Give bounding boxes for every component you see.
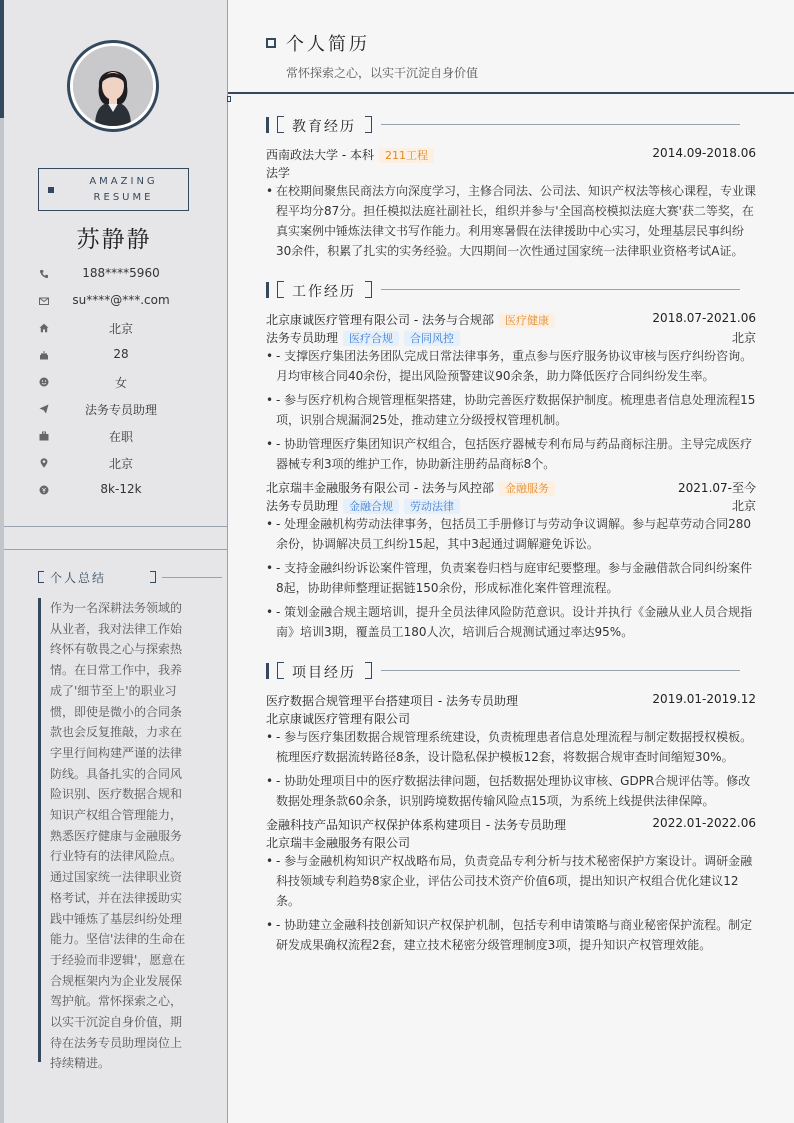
gender-value: 女 [114,376,127,390]
email-value: su****@***.com [72,293,170,307]
square-bullet-icon [48,187,54,193]
project-company: 北京康诚医疗管理有限公司 [266,712,411,726]
job-city: 北京 [731,331,756,345]
resume-box-line2: RESUME [93,192,154,203]
avatar-photo [73,46,153,126]
education-heading [266,116,756,134]
education-date: 2014.09-2018.06 [652,146,756,160]
home-value: 北京 [108,322,133,336]
info-age [38,346,190,366]
skill-tag: 医疗合规 [343,331,399,346]
project-bullet: • - 参与金融机构知识产权战略布局，负责竞品专利分析与技术秘密保护方案设计。调研金融科技领域专利趋势8家企业，评估公司技术资产价值6项，提出知识产权组合优化建议12条。 [266,854,753,908]
page-motto: 常怀探索之心，以实干沉淀自身价值 [286,66,479,80]
job-bullet: • - 参与医疗机构合规管理框架搭建，协助完善医疗数据保护制度。梳理患者信息处理流程15项，识别合规漏洞25处，推动建立分级授权管理机制。 [266,393,756,427]
avatar [67,40,159,132]
job-city: 北京 [731,499,756,513]
project-name: 金融科技产品知识产权保护体系构建项目 - 法务专员助理 [266,818,566,832]
job-header [266,311,756,329]
salary-icon [38,485,49,496]
major-row [266,164,756,182]
info-gender [38,373,190,393]
location-icon [38,458,49,469]
project-bullet: • - 参与医疗集团数据合规管理系统建设，负责梳理患者信息处理流程与制定数据授权模板。梳理医疗数据流转路径8条，设计隐私保护模板12套，将数据合规审查时间缩短30%。 [266,730,753,764]
job-role-row [266,497,756,515]
education-desc: • 在校期间聚焦民商法方向深度学习，主修合同法、公司法、知识产权法等核心课程，专业课程平均分87分。担任模拟法庭社副社长，组织并参与'全国高校模拟法庭大赛'获二等奖，在真实案例中锤炼法律文书写作能力。利用寒暑假在法律援助中心实习，处理基层民事纠纷30余件，积累了扎实的实务经验。大四期间一次性通过国家统一法律职业资格考试A证。 [266,184,757,258]
work-heading [266,281,756,299]
school-tag: 211工程 [379,148,434,163]
work-title: 工作经历 [292,284,356,300]
info-position [38,400,190,420]
summary-heading [38,568,188,586]
sidebar-divider [4,549,227,550]
job-bullet: • - 处理金融机构劳动法律事务，包括员工手册修订与劳动争议调解。参与起草劳动合同280余份，协调解决员工纠纷15起，其中3起通过调解避免诉讼。 [266,517,752,551]
project-header [266,692,756,710]
job-bullet: • - 协助管理医疗集团知识产权组合，包括医疗器械专利布局与药品商标注册。主导完成医疗器械专利3项的维护工作，协助新注册药品商标8个。 [266,437,753,471]
job-company: 北京康诚医疗管理有限公司 - 法务与合规部 [266,313,494,327]
skill-tag: 金融合规 [343,499,399,514]
job-bullet: • - 支撑医疗集团法务团队完成日常法律事务，重点参与医疗服务协议审核与医疗纠纷咨询。月均审核合同40余份，提出风险预警建议90余条，助力降低医疗合同纠纷发生率。 [266,349,753,383]
education-row [266,146,756,164]
info-status [38,427,190,447]
job-bullet: • - 支持金融纠纷诉讼案件管理，负责案卷归档与庭审纪要整理。参与金融借款合同纠纷案件8起，协助律师整理证据链150余份，形成标准化案件管理流程。 [266,561,753,595]
school-name: 西南政法大学 - 本科 [266,148,374,162]
summary-title: 个人总结 [50,571,107,585]
major: 法学 [266,166,291,180]
job-header [266,479,756,497]
job-role-row [266,329,756,347]
cake-icon [38,350,49,361]
face-icon [38,377,49,388]
resume-label-box [38,168,189,211]
phone-icon [38,269,49,280]
send-icon [38,404,49,415]
sidebar-divider [4,526,227,527]
job-position: 法务专员助理 [266,331,339,345]
project-date: 2019.01-2019.12 [652,692,756,706]
project-date: 2022.01-2022.06 [652,816,756,830]
skill-tag: 合同风控 [404,331,460,346]
project-company-row [266,834,756,852]
page-header [228,0,794,94]
info-salary [38,481,190,501]
info-home [38,319,190,339]
job-company: 北京瑞丰金融服务有限公司 - 法务与风控部 [266,481,494,495]
briefcase-icon [38,431,49,442]
age-value: 28 [113,347,129,361]
mail-icon [38,296,49,307]
salary-value: 8k-12k [100,482,142,496]
header-corner-mark [227,96,231,102]
square-outline-icon [266,38,276,48]
info-email [38,292,190,312]
status-value: 在职 [108,430,133,444]
job-bullet: • - 策划金融合规主题培训，提升全员法律风险防范意识。设计并执行《金融从业人员合规指南》培训3期，覆盖员工180人次，培训后合规测试通过率达95%。 [266,605,753,639]
location-value: 北京 [108,457,133,471]
home-icon [38,323,49,334]
industry-tag: 金融服务 [499,481,555,496]
projects-heading [266,662,756,680]
project-header [266,816,756,834]
summary-text: 作为一名深耕法务领域的从业者，我对法律工作始终怀有敬畏之心与探索热情。在日常工作中，我养成了'细节至上'的职业习惯，即使是微小的合同条款也会反复推敲，力求在字里行间构建严谨的法律防线。具备扎实的合同风险识别、医疗数据合规和知识产权组合管理能力，熟悉医疗健康与金融服务行业特有的法律风险点。通过国家统一法律职业资格考试，并在法律援助实践中锤炼了基层纠纷处理能力。坚信'法律的生命在于经验而非逻辑'，愿意在合规框架内为企业发展保驾护航。常怀探索之心，以实干沉淀自身价值，期待在法务专员助理岗位上持续精进。 [38,598,188,1062]
projects-title: 项目经历 [292,665,356,681]
side-stripe [0,0,4,1123]
project-company: 北京瑞丰金融服务有限公司 [266,836,411,850]
person-name: 苏静静 [76,227,152,253]
job-date: 2021.07-至今 [678,481,756,495]
industry-tag: 医疗健康 [499,313,555,328]
info-phone [38,265,190,285]
project-bullet: • - 协助建立金融科技创新知识产权保护机制，包括专利申请策略与商业秘密保护流程。制定研发成果确权流程2套，建立技术秘密分级管理制度3项，提升知识产权管理效能。 [266,918,753,952]
phone-value: 188****5960 [82,266,160,280]
skill-tag: 劳动法律 [404,499,460,514]
project-company-row [266,710,756,728]
info-location [38,454,190,474]
project-bullet: • - 协助处理项目中的医疗数据法律问题，包括数据处理协议审核、GDPR合规评估等。修改数据处理条款60余条，识别跨境数据传输风险点15项，为系统上线提供法律保障。 [266,774,751,808]
page-title: 个人简历 [286,34,370,55]
position-value: 法务专员助理 [84,403,157,417]
job-date: 2018.07-2021.06 [652,311,756,325]
sidebar [0,0,228,1123]
resume-box-line1: AMAZING [89,176,158,187]
education-title: 教育经历 [292,119,356,135]
job-position: 法务专员助理 [266,499,339,513]
project-name: 医疗数据合规管理平台搭建项目 - 法务专员助理 [266,694,518,708]
